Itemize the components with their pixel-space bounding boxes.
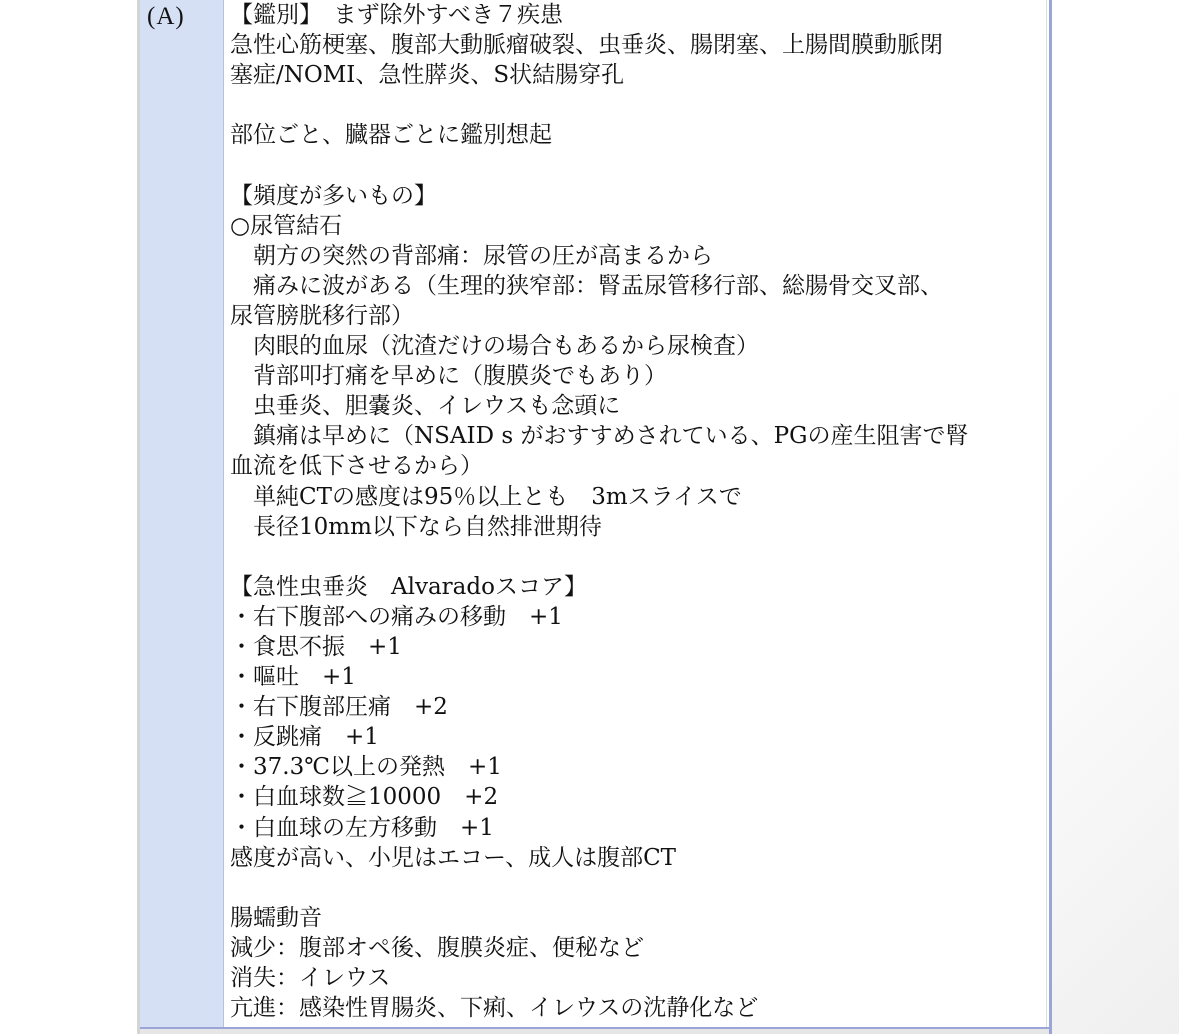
note-line: 血流を低下させるから） [230, 453, 483, 480]
note-line: ・反跳痛 +1 [230, 724, 379, 751]
note-line [230, 150, 1042, 180]
note-line: 【頻度が多いもの】 [230, 182, 437, 209]
note-line: ・食思不振 +1 [230, 633, 402, 660]
note-line: 痛みに波がある（生理的狭窄部：腎盂尿管移行部、総腸骨交叉部、 [230, 272, 943, 299]
note-line: ・右下腹部への痛みの移動 +1 [230, 603, 563, 630]
note-line: 急性心筋梗塞、腹部大動脈瘤破裂、虫垂炎、腸閉塞、上腸間膜動脈閉 [230, 32, 943, 59]
note-line: ○尿管結石 [230, 212, 343, 239]
next-row-edge [140, 1029, 1049, 1034]
note-line: 消失：イレウス [230, 965, 391, 991]
note-line: 背部叩打痛を早めに（腹膜炎でもあり） [230, 363, 667, 390]
note-line: 肉眼的血尿（沈渣だけの場合もあるから尿検査） [230, 333, 759, 360]
note-line: 尿管膀胱移行部） [230, 302, 414, 329]
note-line [230, 873, 1042, 903]
note-line: 部位ごと、臓器ごとに鑑別想起 [230, 122, 552, 149]
row-label: (A) [147, 3, 185, 30]
note-line: 虫垂炎、胆嚢炎、イレウスも念頭に [230, 393, 621, 420]
note-line: 【急性虫垂炎 Alvaradoスコア】 [230, 573, 587, 600]
note-line: 減少：腹部オペ後、腹膜炎症、便秘など [230, 934, 644, 961]
note-line: 塞症/NOMI、急性膵炎、S状結腸穿孔 [230, 62, 625, 89]
note-line: 単純CTの感度は95％以上とも 3mスライスで [230, 483, 742, 510]
note-line: 鎮痛は早めに（NSAID s がおすすめされている、PGの産生阻害で腎 [230, 423, 969, 450]
note-line: 朝方の突然の背部痛：尿管の圧が高まるから [230, 242, 713, 269]
note-line: 亢進：感染性胃腸炎、下痢、イレウスの沈静化など [230, 995, 759, 1022]
note-line: 長径10mm以下なら自然排泄期待 [230, 513, 602, 540]
note-line: ・右下腹部圧痛 +2 [230, 694, 448, 721]
note-line: ・白血球の左方移動 +1 [230, 814, 494, 841]
note-line: ・37.3℃以上の発熱 +1 [230, 754, 502, 781]
note-line: 腸蠕動音 [230, 904, 322, 931]
note-line: 感度が高い、小児はエコー、成人は腹部CT [230, 844, 677, 871]
note-line [230, 542, 1042, 572]
note-content-cell [225, 0, 1047, 1027]
note-line: 【鑑別】 まず除外すべき７疾患 [230, 2, 564, 28]
note-lines [230, 0, 1042, 1023]
note-line: ・白血球数≧10000 +2 [230, 784, 499, 811]
row-label-cell [140, 0, 224, 1027]
note-table [137, 0, 1052, 1034]
note-line [230, 90, 1042, 120]
note-line: ・嘔吐 +1 [230, 664, 356, 691]
